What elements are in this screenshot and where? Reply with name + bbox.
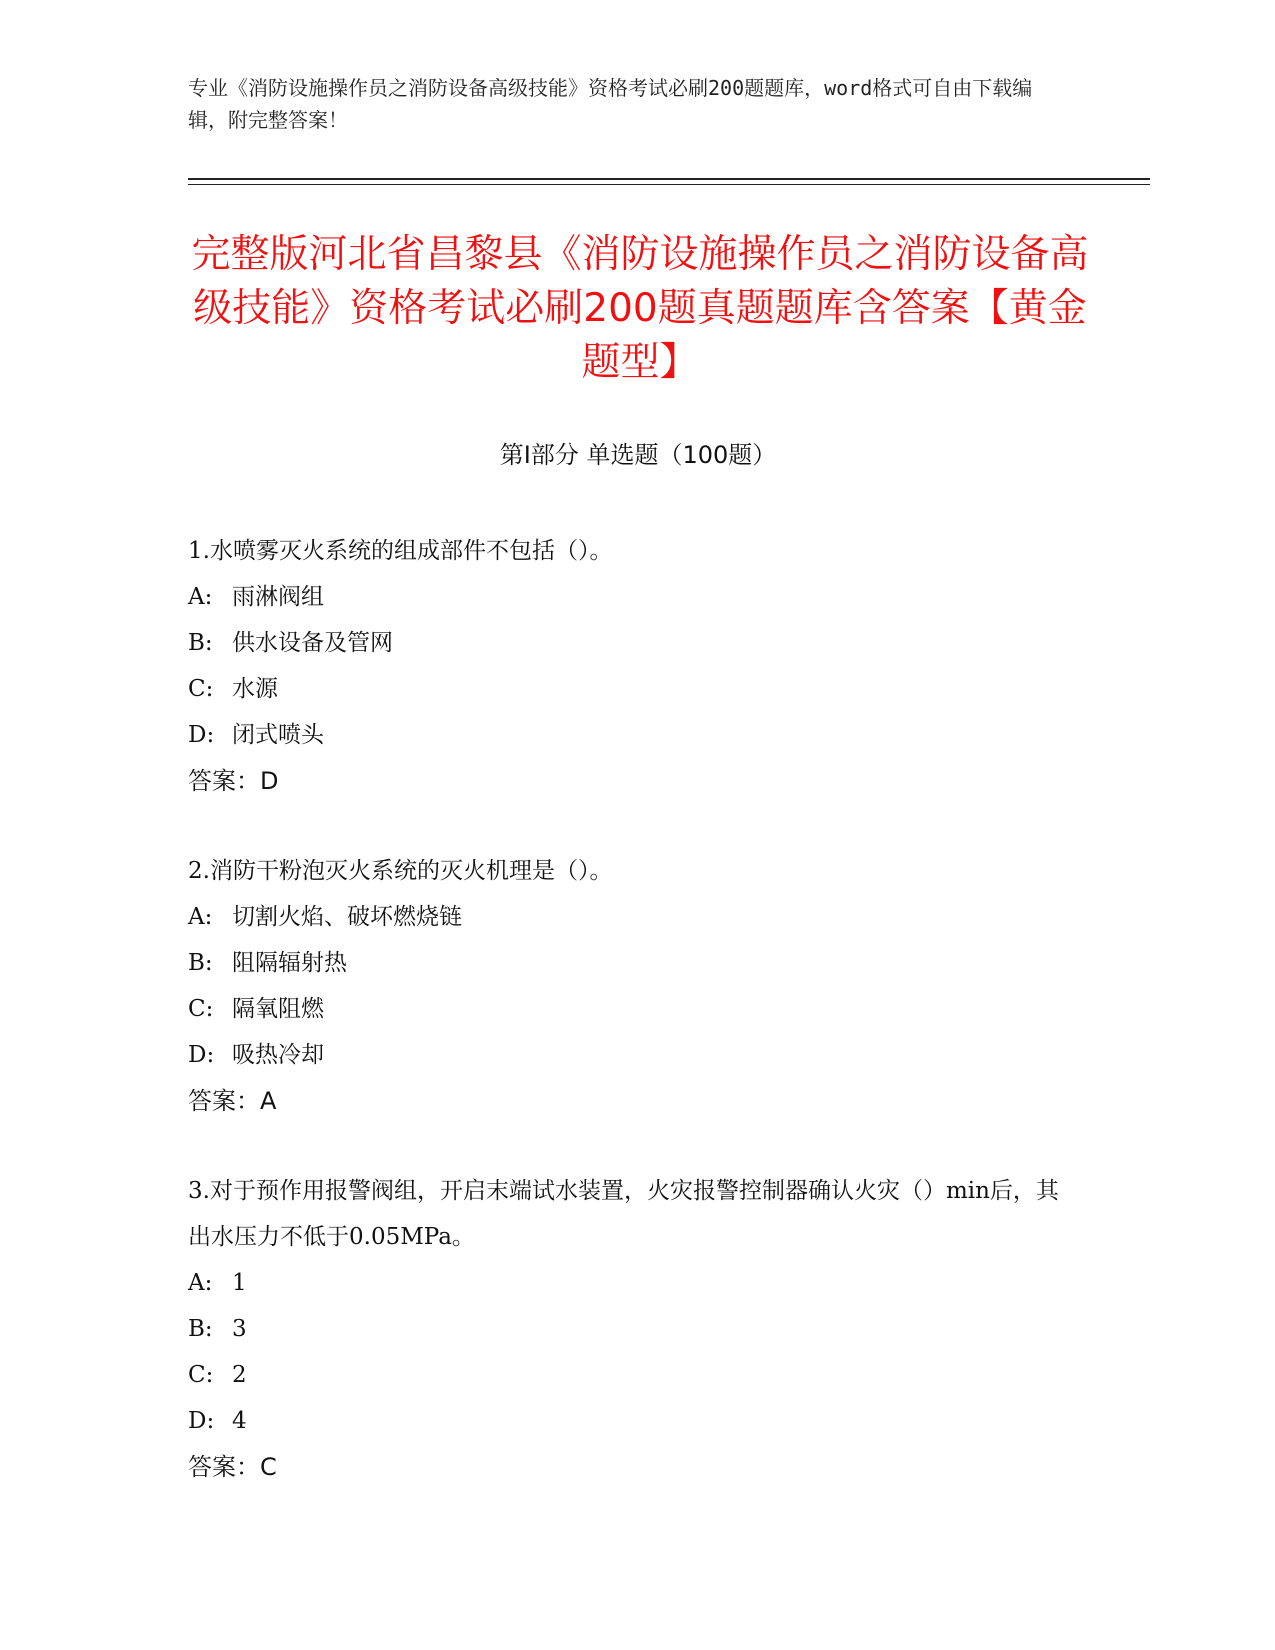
document-title: 完整版河北省昌黎县《消防设施操作员之消防设备高级技能》资格考试必刷200题真题题库含答案【黄金题型】 — [191, 232, 1089, 385]
answer-line — [188, 1444, 1068, 1490]
option-a — [188, 894, 1068, 940]
option-text: 吸热冷却 — [232, 1042, 324, 1068]
question-stem: 1.水喷雾灭火系统的组成部件不包括（）。 — [188, 538, 613, 564]
option-letter: C: — [188, 676, 214, 702]
option-text: 闭式喷头 — [232, 722, 324, 748]
question-2 — [188, 848, 1068, 1124]
option-letter: A: — [188, 1270, 213, 1296]
answer-value: C — [260, 1453, 277, 1481]
option-letter: D: — [188, 722, 215, 748]
option-b — [188, 940, 1068, 986]
question-3 — [188, 1168, 1068, 1490]
answer-line — [188, 758, 1068, 804]
answer-value: D — [260, 767, 279, 795]
option-text: 阻隔辐射热 — [232, 950, 347, 976]
option-text: 2 — [232, 1362, 247, 1388]
option-letter: A: — [188, 904, 213, 930]
option-letter: C: — [188, 1362, 214, 1388]
answer-prefix: 答案： — [188, 767, 260, 795]
header-divider-thick — [188, 178, 1150, 180]
option-letter: C: — [188, 996, 214, 1022]
option-text: 4 — [232, 1408, 247, 1434]
answer-prefix: 答案： — [188, 1087, 260, 1115]
answer-line — [188, 1078, 1068, 1124]
option-a — [188, 1260, 1068, 1306]
answer-prefix: 答案： — [188, 1453, 260, 1481]
option-c — [188, 986, 1068, 1032]
option-letter: D: — [188, 1042, 215, 1068]
option-letter: B: — [188, 1316, 213, 1342]
option-text: 3 — [232, 1316, 247, 1342]
option-text: 供水设备及管网 — [232, 630, 393, 656]
option-d — [188, 712, 1068, 758]
section-heading: 第I部分 单选题（100题） — [499, 441, 777, 469]
option-letter: B: — [188, 950, 213, 976]
question-1 — [188, 528, 1068, 804]
option-b — [188, 1306, 1068, 1352]
option-letter: B: — [188, 630, 213, 656]
option-text: 雨淋阀组 — [232, 584, 324, 610]
option-b — [188, 620, 1068, 666]
option-d — [188, 1032, 1068, 1078]
option-d — [188, 1398, 1068, 1444]
option-text: 水源 — [232, 676, 278, 702]
header-divider-thin — [188, 184, 1150, 185]
option-c — [188, 1352, 1068, 1398]
option-c — [188, 666, 1068, 712]
answer-value: A — [260, 1087, 277, 1115]
option-text: 切割火焰、破坏燃烧链 — [232, 904, 462, 930]
header-note: 专业《消防设施操作员之消防设备高级技能》资格考试必刷200题题库，word格式可自由下载编辑，附完整答案！ — [188, 76, 1033, 132]
option-letter: D: — [188, 1408, 215, 1434]
option-a — [188, 574, 1068, 620]
question-stem: 3.对于预作用报警阀组，开启末端试水装置，火灾报警控制器确认火灾（）min后，其出水压力不低于0.05MPa。 — [188, 1178, 1059, 1250]
question-stem: 2.消防干粉泡灭火系统的灭火机理是（）。 — [188, 858, 613, 884]
option-text: 隔氧阻燃 — [232, 996, 324, 1022]
option-letter: A: — [188, 584, 213, 610]
option-text: 1 — [232, 1270, 247, 1296]
